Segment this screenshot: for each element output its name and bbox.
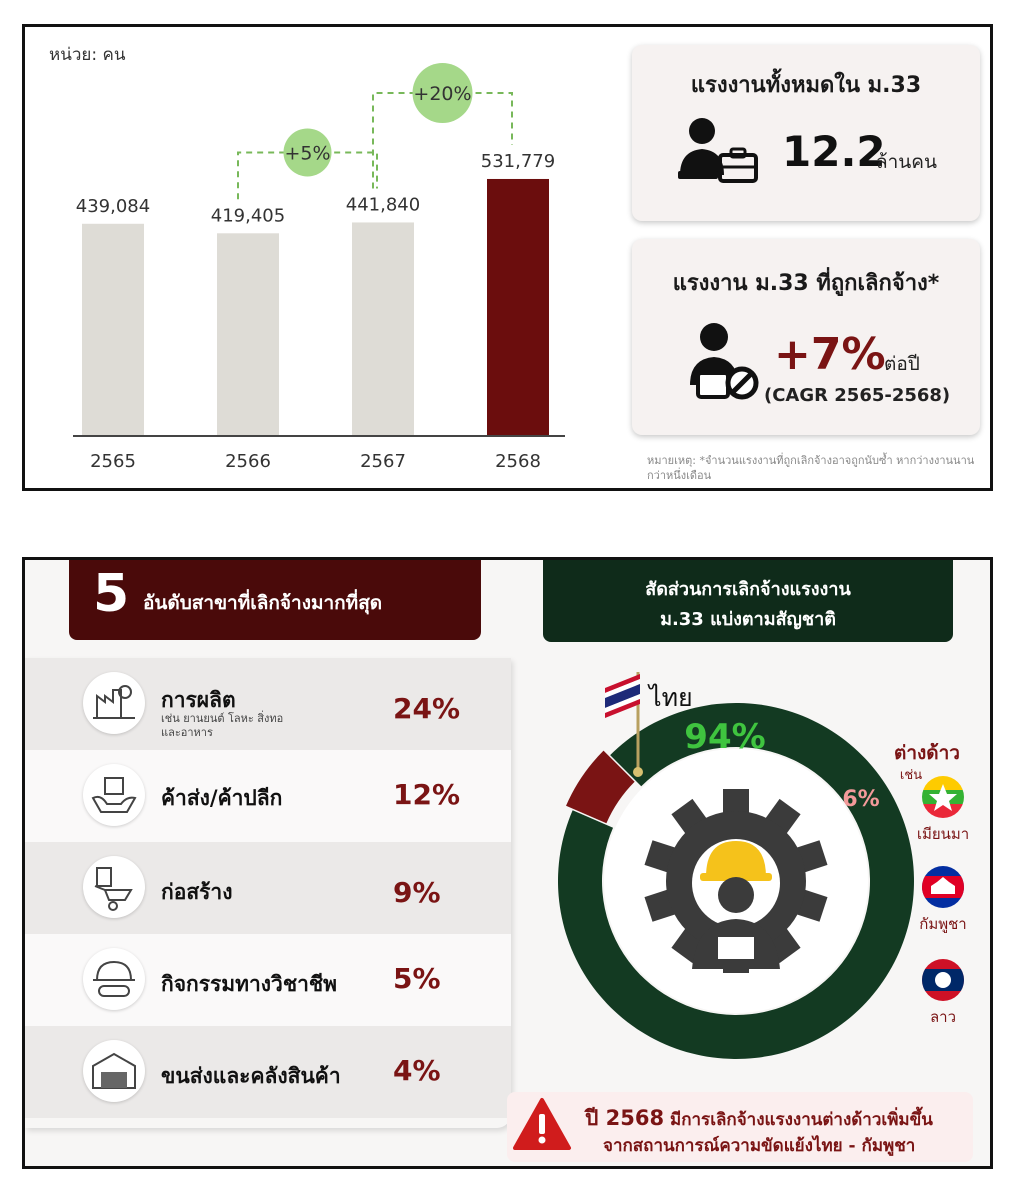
bar-2566: [217, 233, 279, 436]
flag-face: [922, 959, 964, 1001]
thai-label: ไทย: [649, 683, 693, 712]
thai-percent-label: 94%: [684, 717, 766, 757]
foreign-example-label: เช่น: [899, 768, 923, 783]
worker-overall-bib: [718, 937, 754, 959]
sector-name: ขนส่งและคลังสินค้า: [161, 1064, 341, 1088]
laos-flag-icon: [922, 959, 964, 1001]
alert-text-1: มีการเลิกจ้างแรงงานต่างด้าวเพิ่มขึ้น: [670, 1110, 933, 1130]
total-workers-value: 12.2: [782, 127, 886, 176]
layoff-trend-panel: [22, 24, 993, 491]
sector-percent: 24%: [393, 692, 461, 725]
sector-name: ก่อสร้าง: [161, 880, 233, 904]
ranking-title: อันดับสาขาที่เลิกจ้างมากที่สุด: [143, 592, 383, 614]
country-label: กัมพูชา: [919, 915, 967, 933]
layoff-bar-chart: [25, 27, 625, 491]
x-tick-label: 2568: [495, 451, 541, 472]
bar-value-label: 419,405: [210, 205, 286, 227]
nationality-header-line2: ม.33 แบ่งตามสัญชาติ: [660, 609, 836, 630]
laidoff-workers-title: แรงงาน ม.33 ที่ถูกเลิกจ้าง*: [672, 271, 940, 296]
bar-2567: [352, 222, 414, 436]
foreign-percent-label: 6%: [842, 787, 880, 812]
alert-text-2: จากสถานการณ์ความขัดแย้งไทย - กัมพูชา: [603, 1136, 916, 1156]
sector-name: ค้าส่ง/ค้าปลีก: [161, 786, 283, 810]
sector-percent: 4%: [393, 1054, 441, 1087]
sector-percent: 5%: [393, 962, 441, 995]
bar-value-label: 439,084: [75, 195, 151, 217]
foreign-label: ต่างด้าว: [894, 742, 960, 764]
laidoff-growth-value: +7%: [774, 329, 886, 380]
alert-box: [507, 1092, 973, 1162]
warning-icon: [511, 1096, 573, 1154]
bar-value-label: 531,779: [480, 150, 556, 172]
x-tick-label: 2566: [225, 451, 271, 472]
worker-briefcase-icon: [672, 113, 762, 193]
worker-head: [718, 877, 754, 913]
total-workers-title: แรงงานทั้งหมดใน ม.33: [690, 73, 922, 98]
moon: [935, 972, 951, 988]
flag-face: [922, 776, 964, 818]
sector-name: การผลิต: [161, 688, 236, 712]
laidoff-workers-card: [632, 239, 980, 435]
sector-percent: 9%: [393, 876, 441, 909]
layoff-breakdown-panel: [22, 557, 993, 1169]
flag-pole-base: [633, 767, 643, 777]
footnote: หมายเหตุ: *จำนวนแรงงานที่ถูกเลิกจ้างอาจถูกนับซ้ำ หากว่างงานนานกว่าหนึ่งเดือน: [647, 454, 975, 482]
x-tick-label: 2565: [90, 451, 136, 472]
bar-2565: [82, 224, 144, 436]
total-workers-unit: ล้านคน: [876, 151, 937, 173]
nationality-donut-chart: [25, 560, 993, 1169]
flag-face: [922, 866, 964, 908]
stripe: [922, 804, 964, 818]
country-label: เมียนมา: [916, 825, 970, 843]
growth-badge-label: +5%: [284, 142, 331, 165]
cambodia-flag-icon: [922, 866, 964, 908]
ranking-number: 5: [93, 564, 130, 624]
country-label: ลาว: [929, 1008, 957, 1026]
bar-value-label: 441,840: [345, 194, 421, 216]
unit-label: หน่วย: คน: [49, 45, 126, 65]
nationality-header-line1: สัดส่วนการเลิกจ้างแรงงาน: [645, 579, 851, 600]
x-tick-label: 2567: [360, 451, 406, 472]
alert-year: ปี 2568: [585, 1106, 665, 1130]
sector-example: เช่น ยานยนต์ โลหะ สิ่งทอ และอาหาร: [161, 712, 284, 739]
sector-percent: 12%: [393, 778, 461, 811]
laidoff-growth-unit: ต่อปี: [884, 353, 920, 375]
growth-badge-label: +20%: [413, 82, 472, 105]
bar-2568: [487, 179, 549, 436]
worker-cancel-icon: [684, 321, 764, 405]
total-workers-card: [632, 45, 980, 221]
cagr-note: (CAGR 2565-2568): [764, 385, 951, 406]
myanmar-flag-icon: [922, 776, 964, 818]
sector-name: กิจกรรมทางวิชาชีพ: [161, 972, 337, 996]
